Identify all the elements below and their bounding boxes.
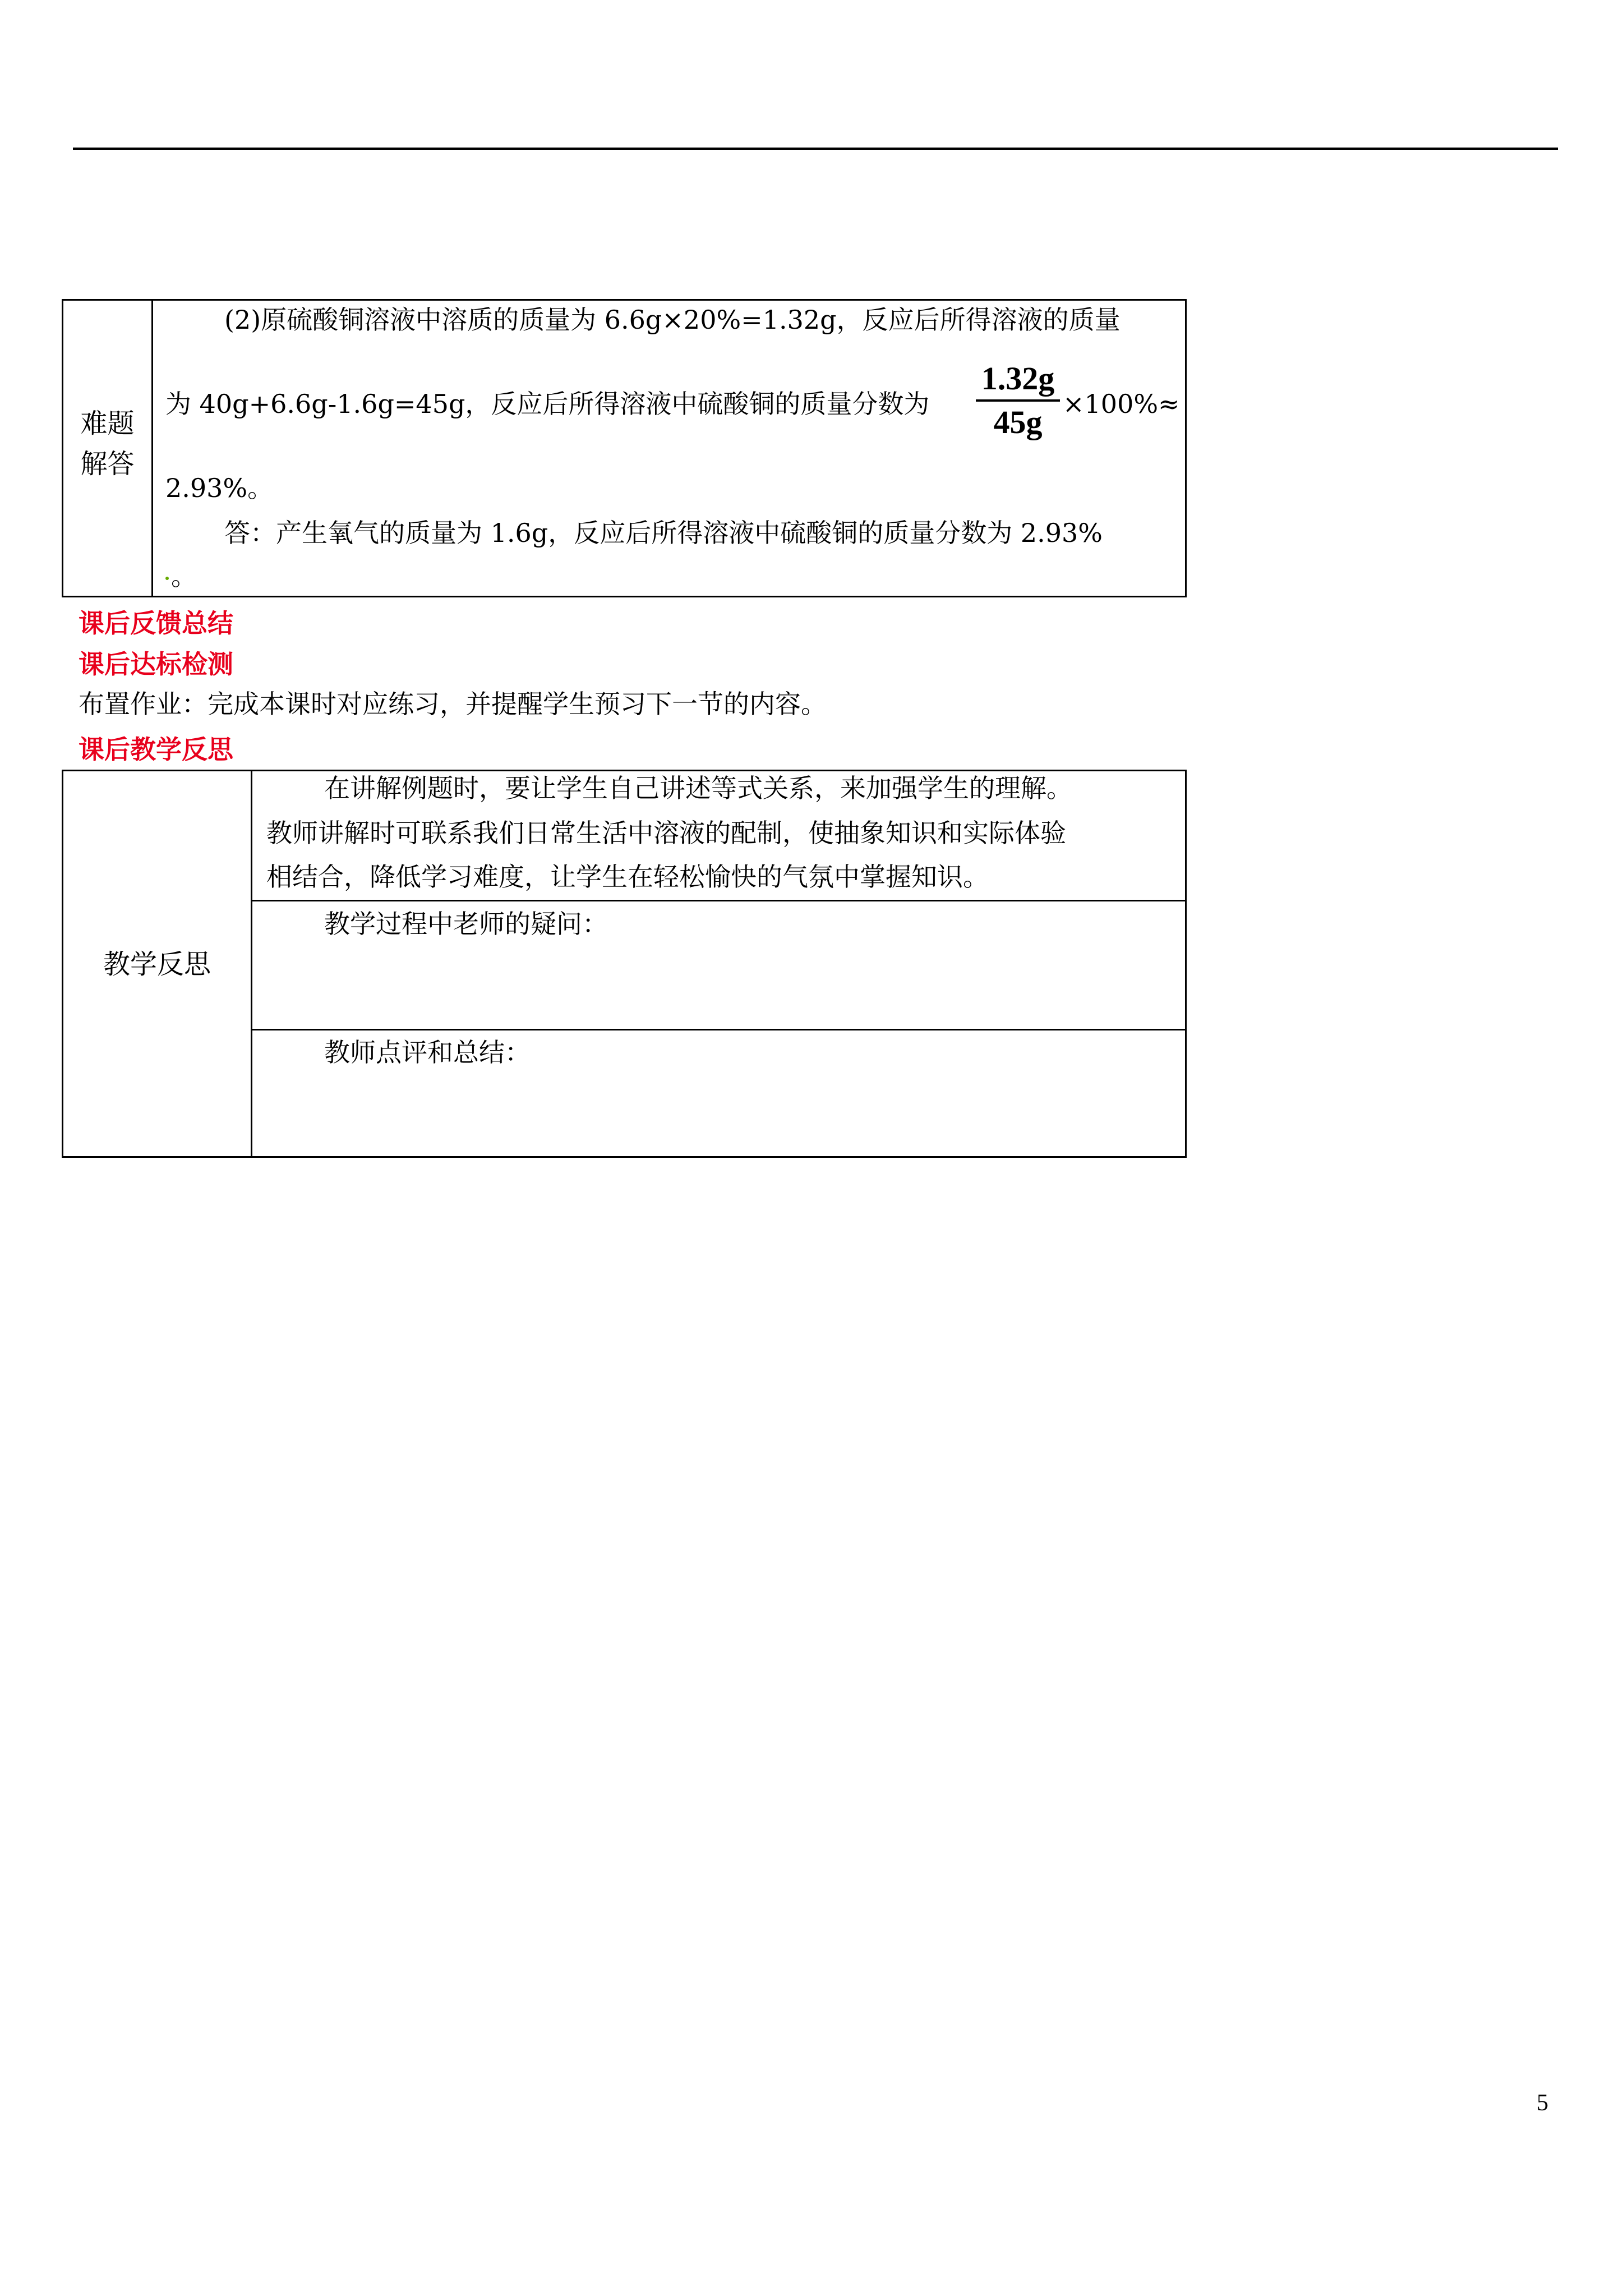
reflection-row1-line3: 相结合，降低学习难度，让学生在轻松愉快的气氛中掌握知识。 [266,862,989,892]
homework-text: 布置作业：完成本课时对应练习，并提醒学生预习下一节的内容。 [79,689,827,719]
answer-line-2-text: 为 40g+6.6g-1.6g=45g，反应后所得溶液中硫酸铜的质量分数为 [165,389,930,419]
answer-table [62,299,1187,597]
reflection-table-divider [251,770,252,1158]
answer-line-2-tail: ×100%≈ [1063,389,1180,419]
mass-fraction [976,359,1060,442]
reflection-row3: 教师点评和总结： [324,1037,531,1068]
reflection-row2: 教学过程中老师的疑问： [324,909,608,939]
answer-table-label [63,403,151,484]
answer-label-line1: 难题 [80,408,135,439]
header-rule [73,148,1558,150]
answer-line-5 [165,559,197,593]
page-number: 5 [1537,2090,1548,2116]
answer-line-1: (2)原硫酸铜溶液中溶质的质量为 6.6g×20%=1.32g，反应后所得溶液的质量 [224,305,1121,335]
feedback-heading: 课后反馈总结 [79,608,233,638]
fraction-denominator: 45g [993,404,1043,440]
reflection-row1-line1: 在讲解例题时，要让学生自己讲述等式关系，来加强学生的理解。 [324,773,1072,803]
answer-table-divider [151,299,153,597]
reflection-label: 教学反思 [103,949,211,980]
answer-line-4: 答：产生氧气的质量为 1.6g，反应后所得溶液中硫酸铜的质量分数为 2.93% [224,518,1103,548]
reflection-heading: 课后教学反思 [79,734,233,765]
answer-label-line2: 解答 [80,448,135,480]
answer-line-3: 2.93%。 [165,473,274,503]
answer-line-2 [165,387,929,421]
fraction-numerator: 1.32g [981,360,1055,397]
reflection-row-divider-2 [251,1029,1187,1030]
check-heading: 课后达标检测 [79,649,233,679]
reflection-row1-line2: 教师讲解时可联系我们日常生活中溶液的配制，使抽象知识和实际体验 [266,818,1066,848]
answer-line-5-text: 。 [171,561,197,591]
reflection-row-divider-1 [251,900,1187,901]
fraction-bar [976,399,1060,402]
mark-dot-icon [165,577,169,580]
